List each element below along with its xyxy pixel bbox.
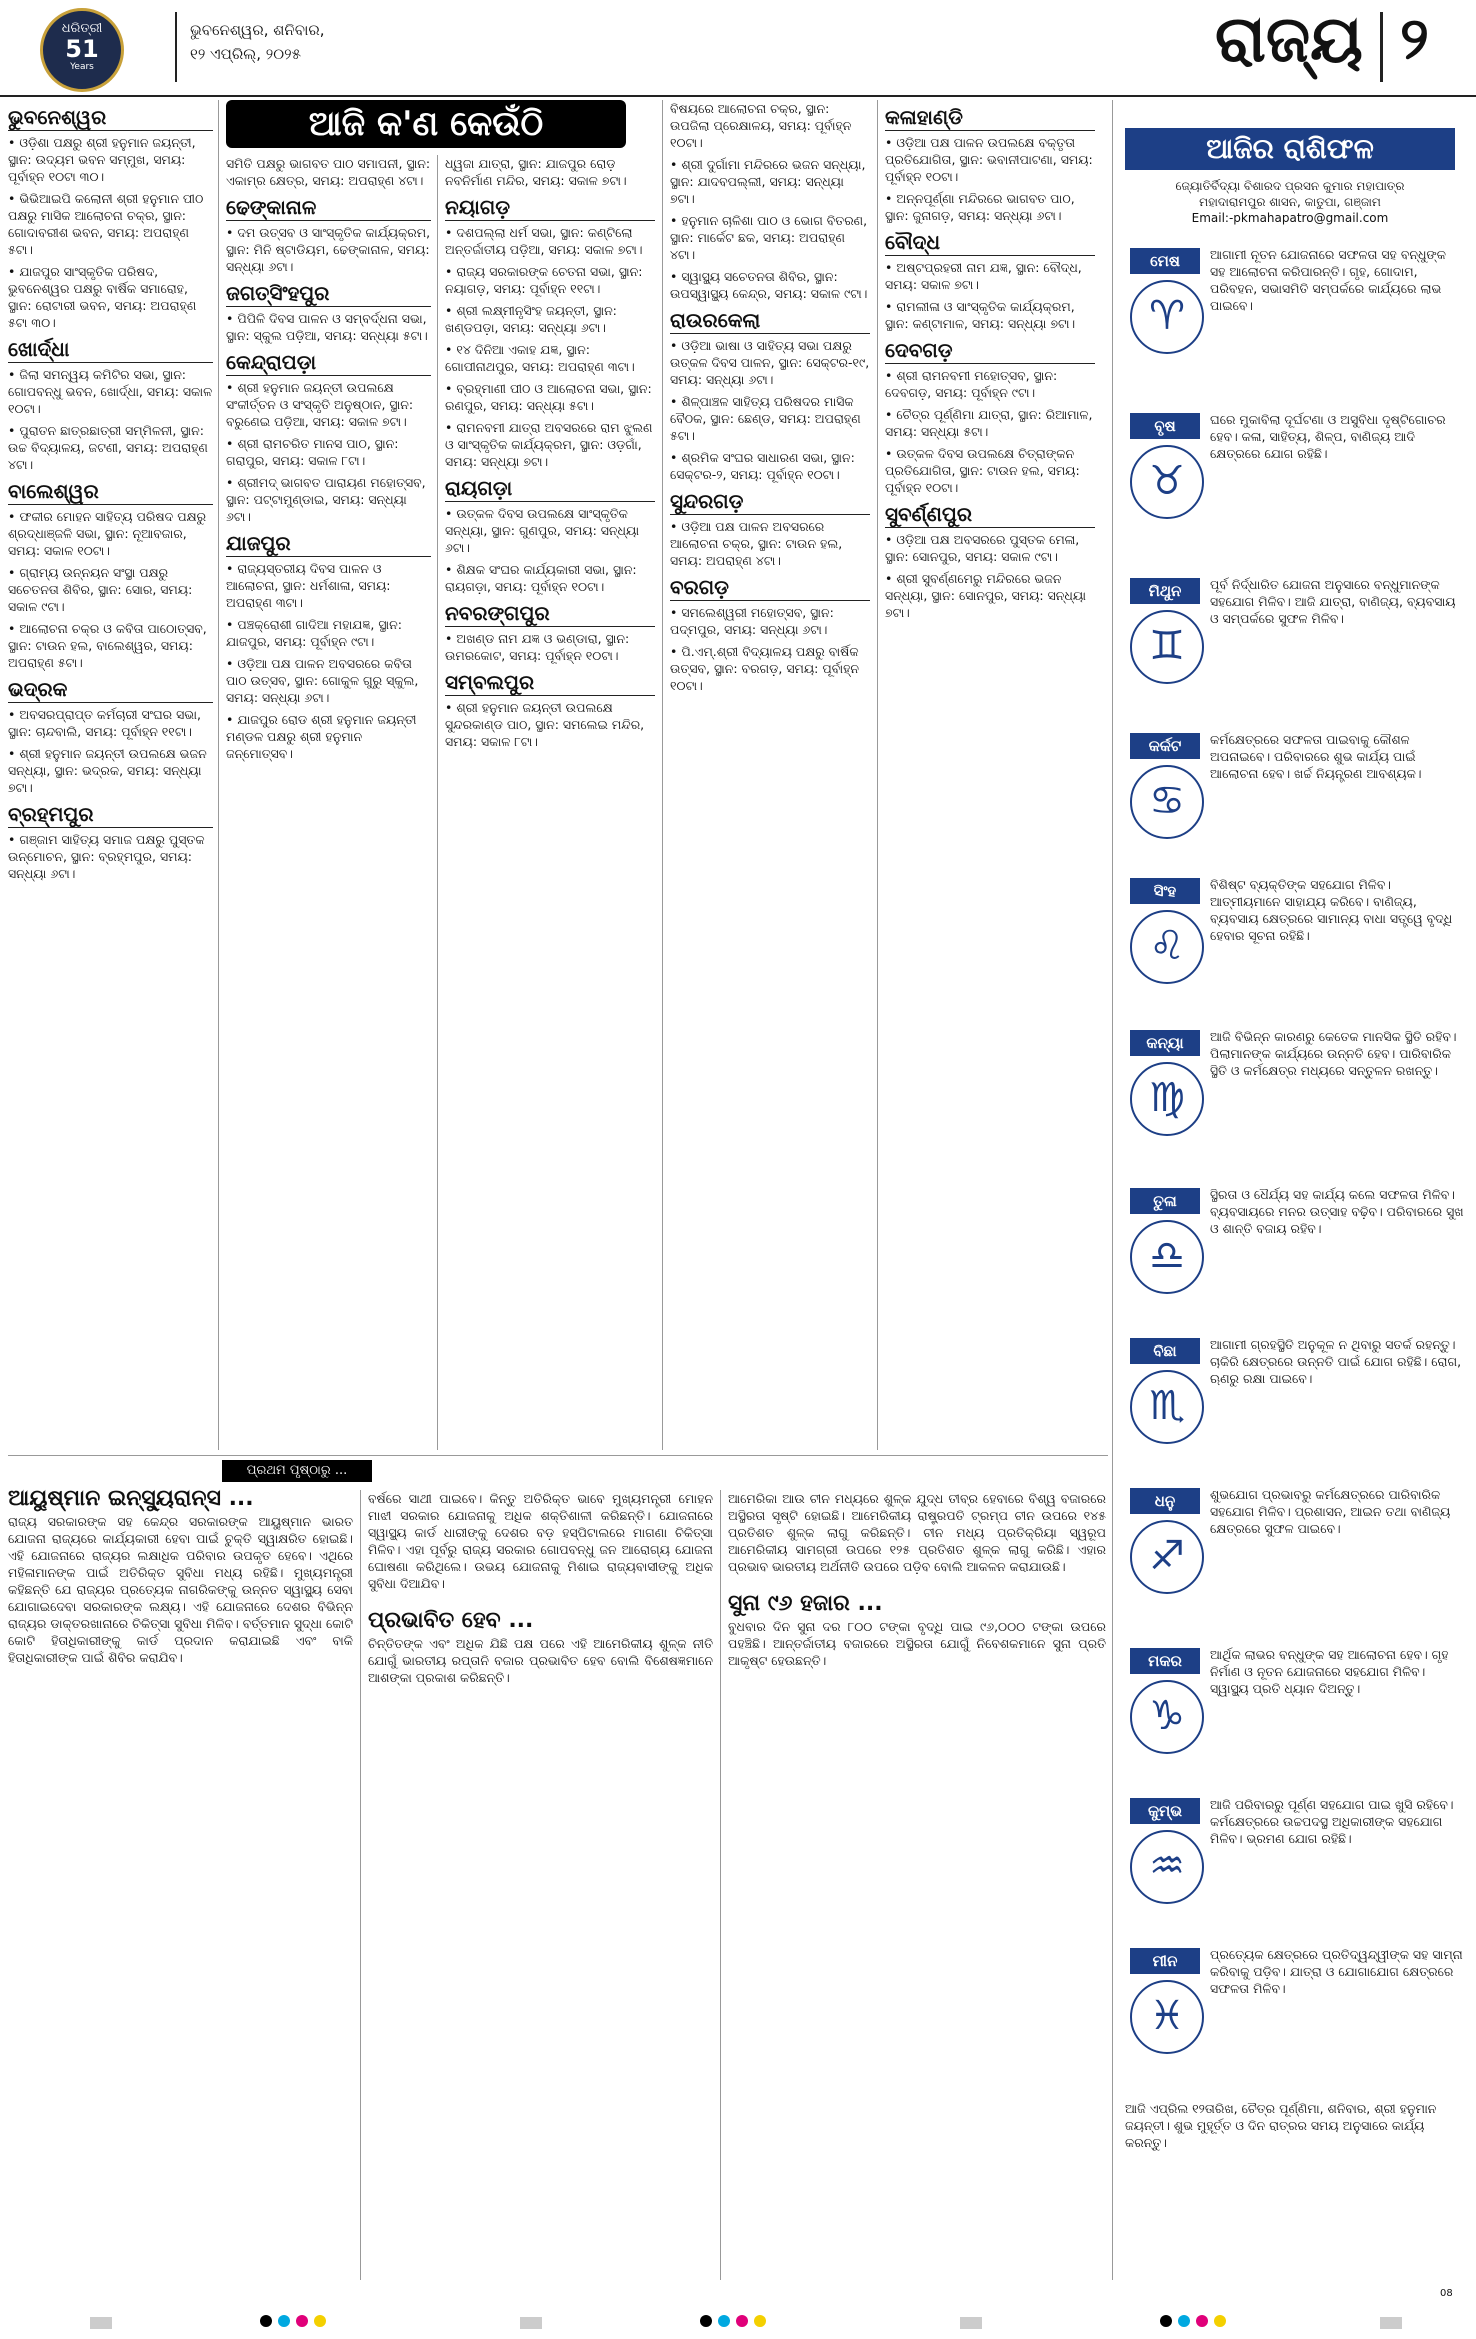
sign-text: ସ୍ଥିରତା ଓ ଧୈର୍ଯ୍ୟ ସହ କାର୍ଯ୍ୟ କଲେ ସଫଳତା ମିଳିବ। ବ୍ୟବସାୟରେ ମନର ଉତ୍ସାହ ବଢ଼ିବ। ପରିବାରରେ ସୁଖ ଓ ଶାନ୍ତି ବଜାୟ ରହିବ। <box>1210 1187 1464 1236</box>
district-heading: ଯାଜପୁର <box>226 530 431 557</box>
dateline-date: ୧୨ ଏପ୍ରିଲ୍‌, ୨୦୨୫ <box>190 45 301 63</box>
horoscope-sign <box>1125 570 1467 720</box>
astrologer-address: ମହାଦାରାମପୁର ଶାସନ, କାତୁପା, ଗଞ୍ଜାମ <box>1199 195 1381 209</box>
column-rule <box>1112 100 1113 2280</box>
event-item: • ରାଜ୍ୟ ସରକାରଙ୍କ ଚେତନା ସଭା, ସ୍ଥାନ: ନୟାଗଡ଼, ସମୟ: ପୂର୍ବାହ୍ନ ୧୧ଟା। <box>445 264 643 296</box>
event-item: • ଫକୀର ମୋହନ ସାହିତ୍ୟ ପରିଷଦ ପକ୍ଷରୁ ଶ୍ରଦ୍ଧାଞ୍ଜଳି ସଭା, ସ୍ଥାନ: ନୂଆବଜାର, ସମୟ: ସକାଳ ୧୦ଟା। <box>8 509 207 558</box>
registration-dot <box>700 2315 712 2327</box>
district-heading: ନବରଙ୍ଗପୁର <box>445 600 655 627</box>
district-heading: ବୌଦ୍ଧ <box>885 229 1095 256</box>
event-item: • ଉତ୍କଳ ଦିବସ ଉପଲକ୍ଷେ ଚିତ୍ରାଙ୍କନ ପ୍ରତିଯୋଗିତା, ସ୍ଥାନ: ଟାଉନ ହଲ, ସମୟ: ପୂର୍ବାହ୍ନ ୧୦ଟା। <box>885 446 1080 495</box>
sign-text: ପୂର୍ବ ନିର୍ଦ୍ଧାରିତ ଯୋଜନା ଅନୁସାରେ ବନ୍ଧୁମାନଙ୍କ ସହଯୋଗ ମିଳିବ। ଆଜି ଯାତ୍ରା, ବାଣିଜ୍ୟ, ବ୍ୟବସାୟ ଓ ସମ୍ପର୍କରେ ସୁଫଳ ମିଳିବ। <box>1210 577 1456 626</box>
registration-dot <box>314 2315 326 2327</box>
aquarius-icon: ♒ <box>1130 1830 1204 1904</box>
story-body: ଆମେରିକା ଆଉ ଚୀନ ମଧ୍ୟରେ ଶୁଳ୍କ ଯୁଦ୍ଧ ତୀବ୍ର ହେବାରେ ବିଶ୍ୱ ବଜାରରେ ଅସ୍ଥିରତା ସୃଷ୍ଟି ହୋଇଛି। ଆମେରିକୀୟ ରାଷ୍ଟ୍ରପତି ଟ୍ରମ୍ପ ଚୀନ ଉପରେ ୧୪୫ ପ୍ରତିଶତ ଶୁଳ୍କ ଲାଗୁ କରିଛନ୍ତି। ଚୀନ ମଧ୍ୟ ପ୍ରତିକ୍ରିୟା ସ୍ୱରୂପ ଆମେରିକୀୟ ସାମଗ୍ରୀ ଉପରେ ୧୨୫ ପ୍ରତିଶତ ଶୁଳ୍କ ଲାଗୁ କରିଛି। ଏହାର ପ୍ରଭାବ ଭାରତୀୟ ଅର୍ଥନୀତି ଉପରେ ପଡ଼ିବ ବୋଲି ଆକଳନ କରାଯାଉଛି। <box>728 1491 1106 1574</box>
district-heading: ଭୁବନେଶ୍ୱର <box>8 104 213 131</box>
column-rule <box>877 100 878 1450</box>
registration-dot <box>1196 2315 1208 2327</box>
events-column-5 <box>885 100 1095 626</box>
pisces-icon: ♓ <box>1130 1980 1204 2054</box>
event-item: • ଓଡ଼ିଆ ପକ୍ଷ ପାଳନ ଉପଲକ୍ଷେ ବକ୍ତୃତା ପ୍ରତିଯୋଗିତା, ସ୍ଥାନ: ଭବାନୀପାଟଣା, ସମୟ: ପୂର୍ବାହ୍ନ ୧୦ଟା। <box>885 135 1093 184</box>
sign-label: ଧନୁ <box>1130 1488 1200 1514</box>
sign-text: ଆଜି ବିଭିନ୍ନ କାରଣରୁ କେତେକ ମାନସିକ ସ୍ଥିତି ରହିବ। ପିଲାମାନଙ୍କ କାର୍ଯ୍ୟରେ ଉନ୍ନତି ହେବ। ପାରିବାରିକ ସ୍ଥିତି ଓ କର୍ମକ୍ଷେତ୍ର ମଧ୍ୟରେ ସନ୍ତୁଳନ ରଖନ୍ତୁ। <box>1210 1029 1457 1078</box>
sign-text: ଆଗାମୀ ଗ୍ରହସ୍ଥିତି ଅନୁକୂଳ ନ ଥିବାରୁ ସତର୍କ ରହନ୍ତୁ। ଚାକିରି କ୍ଷେତ୍ରରେ ଉନ୍ନତି ପାଇଁ ଯୋଗ ରହିଛି। ରୋଗ, ଋଣରୁ ରକ୍ଷା ପାଇବେ। <box>1210 1337 1462 1386</box>
column-rule <box>662 100 663 1450</box>
event-item: • ରାମଲୀଳା ଓ ସାଂସ୍କୃତିକ କାର୍ଯ୍ୟକ୍ରମ, ସ୍ଥାନ: କଣ୍ଟାମାଳ, ସମୟ: ସନ୍ଧ୍ୟା ୭ଟା। <box>885 299 1076 331</box>
registration-dot <box>278 2315 290 2327</box>
event-item: • ଓଡ଼ିଆ ଭାଷା ଓ ସାହିତ୍ୟ ସଭା ପକ୍ଷରୁ ଉତ୍କଳ ଦିବସ ପାଳନ, ସ୍ଥାନ: ସେକ୍ଟର-୧୯, ସମୟ: ସନ୍ଧ୍ୟା ୬ଟା। <box>670 338 870 387</box>
panchanga-note: ଆଜି ଏପ୍ରିଲ ୧୨ତାରିଖ, ଚୈତ୍ର ପୂର୍ଣ୍ଣିମା, ଶନିବାର, ଶ୍ରୀ ହନୁମାନ ଜୟନ୍ତୀ। ଶୁଭ ମୁହୂର୍ତ୍ତ ଓ ଦିନ ରାତ୍ରର ସମୟ ଅନୁସାରେ କାର୍ଯ୍ୟ କରନ୍ତୁ। <box>1125 2101 1437 2150</box>
district-heading: ଜଗତ୍‌ସିଂହପୁର <box>226 280 431 307</box>
registration-bar <box>90 2317 112 2329</box>
horoscope-sign <box>1125 1790 1467 1940</box>
district-heading: ସମ୍ବଲପୁର <box>445 669 655 696</box>
page-number: ୨ <box>1400 4 1429 72</box>
event-item: ଧ୍ୱଜା ଯାତ୍ରା, ସ୍ଥାନ: ଯାଜପୁର ରୋଡ଼ ନବନିର୍ମାଣ ମନ୍ଦିର, ସମୟ: ସକାଳ ୭ଟା। <box>445 156 627 188</box>
event-item: • ପି.ଏମ୍‌.ଶ୍ରୀ ବିଦ୍ୟାଳୟ ପକ୍ଷରୁ ବାର୍ଷିକ ଉତ୍ସବ, ସ୍ଥାନ: ବରଗଡ଼, ସମୟ: ପୂର୍ବାହ୍ନ ୧୦ଟା। <box>670 644 859 693</box>
event-item: • ଓଡ଼ିଆ ପକ୍ଷ ପାଳନ ଅବସରରେ ଆଲୋଚନା ଚକ୍ର, ସ୍ଥାନ: ଟାଉନ ହଲ, ସମୟ: ଅପରାହ୍ଣ ୪ଟା। <box>670 519 843 568</box>
event-item: • ଶ୍ରୀ ଦୁର୍ଗାମା ମନ୍ଦିରରେ ଭଜନ ସନ୍ଧ୍ୟା, ସ୍ଥାନ: ଯାଦବପଲ୍ଲୀ, ସମୟ: ସନ୍ଧ୍ୟା ୭ଟା। <box>670 157 866 206</box>
events-column-4 <box>670 100 870 699</box>
district-heading: କଳାହାଣ୍ଡି <box>885 104 1095 131</box>
district-heading: କେନ୍ଦ୍ରାପଡ଼ା <box>226 349 431 376</box>
event-item: • ଶ୍ରୀ ରାମନବମୀ ମହୋତ୍ସବ, ସ୍ଥାନ: ଦେବଗଡ଼, ସମୟ: ପୂର୍ବାହ୍ନ ୯ଟା। <box>885 368 1058 400</box>
section-divider <box>1380 12 1383 82</box>
events-column-3 <box>445 155 655 755</box>
dateline <box>190 18 390 66</box>
column-rule <box>360 1490 361 2280</box>
event-item: • ପଞ୍ଚକ୍ରୋଶୀ ଗାଦିଆ ମହାଯଜ୍ଞ, ସ୍ଥାନ: ଯାଜପୁର, ସମୟ: ପୂର୍ବାହ୍ନ ୯ଟା। <box>226 617 402 649</box>
event-item: • ୧୪ ଦିନିଆ ଏକାହ ଯଜ୍ଞ, ସ୍ଥାନ: ଗୋପୀନାଥପୁର, ସମୟ: ଅପରାହ୍ଣ ୩ଟା। <box>445 342 635 374</box>
sign-label: ମିଥୁନ <box>1130 578 1200 604</box>
horoscope-sign <box>1125 725 1467 875</box>
sign-text: ଆର୍ଥିକ ଲାଭର ବନ୍ଧୁଙ୍କ ସହ ଆଲୋଚନା ହେବ। ଗୃହ ନିର୍ମାଣ ଓ ନୂତନ ଯୋଜନାରେ ସହଯୋଗ ମିଳିବ। ସ୍ୱାସ୍ଥ୍ୟ ପ୍ରତି ଧ୍ୟାନ ଦିଅନ୍ତୁ। <box>1210 1647 1449 1696</box>
horoscope-sign <box>1125 1022 1467 1172</box>
story-headline: ସୁନା ୯୬ ହଜାର ... <box>728 1591 883 1616</box>
horoscope-sign <box>1125 1940 1467 2090</box>
story-ayushman <box>8 1486 353 1671</box>
event-item: • ଦଶପଲ୍ଲା ଧର୍ମ ସଭା, ସ୍ଥାନ: କଣ୍ଟିଲୋ ଅନ୍ତର୍ଜାତୀୟ ପଡ଼ିଆ, ସମୟ: ସକାଳ ୭ଟା। <box>445 225 643 257</box>
sign-label: ବୃଷ <box>1130 413 1200 439</box>
story-tariff <box>728 1490 1106 1674</box>
district-heading: ନୟାଗଡ଼ <box>445 194 655 221</box>
event-item: • ଅନ୍ନପୂର୍ଣ୍ଣା ମନ୍ଦିରରେ ଭାଗବତ ପାଠ, ସ୍ଥାନ: ଜୁନାଗଡ଼, ସମୟ: ସନ୍ଧ୍ୟା ୬ଟା। <box>885 191 1075 223</box>
horoscope-sign <box>1125 1640 1467 1790</box>
capricorn-icon: ♑ <box>1130 1680 1204 1754</box>
horoscope-sign <box>1125 870 1467 1020</box>
leo-icon: ♌ <box>1130 910 1204 984</box>
event-item: • ଉତ୍କଳ ଦିବସ ଉପଲକ୍ଷେ ସାଂସ୍କୃତିକ ସନ୍ଧ୍ୟା, ସ୍ଥାନ: ଗୁଣପୁର, ସମୟ: ସନ୍ଧ୍ୟା ୬ଟା। <box>445 506 640 555</box>
sign-label: କର୍କଟ <box>1130 733 1200 759</box>
event-item: • ଶ୍ରୀ ସୁବର୍ଣ୍ଣମେରୁ ମନ୍ଦିରରେ ଭଜନ ସନ୍ଧ୍ୟା, ସ୍ଥାନ: ସୋନପୁର, ସମୟ: ସନ୍ଧ୍ୟା ୭ଟା। <box>885 571 1086 620</box>
virgo-icon: ♍ <box>1130 1062 1204 1136</box>
district-heading: ସୁନ୍ଦରଗଡ଼ <box>670 488 870 515</box>
event-item: ବିଷୟରେ ଆଲୋଚନା ଚକ୍ର, ସ୍ଥାନ: ଉପଜିଲା ପ୍ରେକ୍ଷାଳୟ, ସମୟ: ପୂର୍ବାହ୍ନ ୧୦ଟା। <box>670 101 852 150</box>
sign-label: କନ୍ୟା <box>1130 1030 1200 1056</box>
column-rule <box>720 1490 721 2280</box>
event-item: • ଓଡ଼ିଶା ପକ୍ଷରୁ ଶ୍ରୀ ହନୁମାନ ଜୟନ୍ତୀ, ସ୍ଥାନ: ଉଦ୍ୟମ ଭବନ ସମ୍ମୁଖ, ସମୟ: ପୂର୍ବାହ୍ନ ୧୦ଟା ୩୦। <box>8 135 196 184</box>
horoscope-sign <box>1125 1330 1467 1480</box>
footer-page-number: 08 <box>1440 2288 1453 2299</box>
event-item: • ଶ୍ରୀମଦ୍ ଭାଗବତ ପାରାୟଣ ମହୋତ୍ସବ, ସ୍ଥାନ: ପଟ୍ଟାମୁଣ୍ଡାଇ, ସମୟ: ସନ୍ଧ୍ୟା ୬ଟା। <box>226 475 426 524</box>
event-item: • ଅବସରପ୍ରାପ୍ତ କର୍ମଚାରୀ ସଂଘର ସଭା, ସ୍ଥାନ: ଚାନ୍ଦବାଲି, ସମୟ: ପୂର୍ବାହ୍ନ ୧୧ଟା। <box>8 707 201 739</box>
event-item: • ଅଖଣ୍ଡ ନାମ ଯଜ୍ଞ ଓ ଭଣ୍ଡାରା, ସ୍ଥାନ: ଉମରକୋଟ, ସମୟ: ପୂର୍ବାହ୍ନ ୧୦ଟା। <box>445 631 630 663</box>
event-item: • ଭିଭିଆଇପି କଲୋନୀ ଶ୍ରୀ ହନୁମାନ ପୀଠ ପକ୍ଷରୁ ମାସିକ ଆଲୋଚନା ଚକ୍ର, ସ୍ଥାନ: ଗୋଦାବରୀଶ ଭବନ, ସମୟ: ଅପରାହ୍ଣ ୫ଟା। <box>8 191 204 257</box>
continued-label: ପ୍ରଥମ ପୃଷ୍ଠାରୁ ... <box>222 1460 372 1482</box>
registration-dot <box>1214 2315 1226 2327</box>
story-body: ବର୍ଷରେ ସାଥୀ ପାଇବେ। କିନ୍ତୁ ଅତିରିକ୍ତ ଭାବେ ମୁଖ୍ୟମନ୍ତ୍ରୀ ମୋହନ ମାଝୀ ସରକାର ଯୋଜନାକୁ ଅଧିକ ଶକ୍ତିଶାଳୀ କରିଛନ୍ତି। ଯୋଜନାରେ ସ୍ୱାସ୍ଥ୍ୟ କାର୍ଡ ଧାରୀଙ୍କୁ ଦେଶର ବଡ଼ ହସ୍ପିଟାଲରେ ମାଗଣା ଚିକିତ୍ସା ମିଳିବ। ଏହା ପୂର୍ବରୁ ରାଜ୍ୟ ସରକାର ଗୋପବନ୍ଧୁ ଜନ ଆରୋଗ୍ୟ ଯୋଜନା ଘୋଷଣା କରିଥିଲେ। ଉଭୟ ଯୋଜନାକୁ ମିଶାଇ ରାଜ୍ୟବାସୀଙ୍କୁ ଅଧିକ ସୁବିଧା ଦିଆଯିବ। <box>368 1491 713 1591</box>
logo-name: ଧରିତ୍ରୀ <box>61 21 103 36</box>
event-item: • ସ୍ୱାସ୍ଥ୍ୟ ସଚେତନତା ଶିବିର, ସ୍ଥାନ: ଉପସ୍ୱାସ୍ଥ୍ୟ କେନ୍ଦ୍ର, ସମୟ: ସକାଳ ୯ଟା। <box>670 269 868 301</box>
horoscope-title: ଆଜିର ରାଶିଫଳ <box>1125 128 1455 170</box>
cancer-icon: ♋ <box>1130 765 1204 839</box>
sign-label: ସିଂହ <box>1130 878 1200 904</box>
event-item: • ରାଜ୍ୟସ୍ତରୀୟ ଦିବସ ପାଳନ ଓ ଆଲୋଚନା, ସ୍ଥାନ: ଧର୍ମଶାଳା, ସମୟ: ଅପରାହ୍ଣ ୩ଟା। <box>226 561 391 610</box>
registration-dot <box>260 2315 272 2327</box>
event-item: • ପୁରାତନ ଛାତ୍ରଛାତ୍ରୀ ସମ୍ମିଳନୀ, ସ୍ଥାନ: ଉଚ୍ଚ ବିଦ୍ୟାଳୟ, ଜଟଣୀ, ସମୟ: ଅପରାହ୍ଣ ୪ଟା। <box>8 423 208 472</box>
story-headline: ପ୍ରଭାବିତ ହେବ ... <box>368 1608 534 1633</box>
registration-dot <box>1178 2315 1190 2327</box>
horoscope-sign <box>1125 405 1467 555</box>
section-rule <box>8 1455 1108 1456</box>
event-item: • ଶିଳ୍ପାଞ୍ଚଳ ସାହିତ୍ୟ ପରିଷଦର ମାସିକ ବୈଠକ, ସ୍ଥାନ: ଛେଣ୍ଡ, ସମୟ: ଅପରାହ୍ଣ ୫ଟା। <box>670 394 861 443</box>
event-item: • ଗଞ୍ଜାମ ସାହିତ୍ୟ ସମାଜ ପକ୍ଷରୁ ପୁସ୍ତକ ଉନ୍ମୋଚନ, ସ୍ଥାନ: ବ୍ରହ୍ମପୁର, ସମୟ: ସନ୍ଧ୍ୟା ୬ଟା। <box>8 832 205 881</box>
event-item: • ଦମ ଉତ୍ସବ ଓ ସାଂସ୍କୃତିକ କାର୍ଯ୍ୟକ୍ରମ, ସ୍ଥାନ: ମିନି ଷ୍ଟାଡିୟମ, ଢେଙ୍କାନାଳ, ସମୟ: ସନ୍ଧ୍ୟା ୬ଟା। <box>226 225 431 274</box>
story-headline: ଆୟୁଷ୍ମାନ ଇନ୍ସ୍ୟୁରାନ୍ସ ... <box>8 1486 254 1511</box>
column-rule <box>437 155 438 1450</box>
event-item: • ଚୈତ୍ର ପୂର୍ଣ୍ଣିମା ଯାତ୍ରା, ସ୍ଥାନ: ରିଆମାଳ, ସମୟ: ସନ୍ଧ୍ୟା ୫ଟା। <box>885 407 1093 439</box>
event-item: • ଶ୍ରମିକ ସଂଘର ସାଧାରଣ ସଭା, ସ୍ଥାନ: ସେକ୍ଟର-୨, ସମୟ: ପୂର୍ବାହ୍ନ ୧୦ଟା। <box>670 450 855 482</box>
story-body: ବୁଧବାର ଦିନ ସୁନା ଦର ୮୦୦ ଟଙ୍କା ବୃଦ୍ଧି ପାଇ ୯୬,୦୦୦ ଟଙ୍କା ଉପରେ ପହଞ୍ଚିଛି। ଆନ୍ତର୍ଜାତୀୟ ବଜାରରେ ଅସ୍ଥିରତା ଯୋଗୁଁ ନିବେଶକମାନେ ସୁନା ପ୍ରତି ଆକୃଷ୍ଟ ହେଉଛନ୍ତି। <box>728 1619 1106 1668</box>
event-item: • ଶ୍ରୀ ହନୁମାନ ଜୟନ୍ତୀ ଉପଲକ୍ଷେ ସୁନ୍ଦରକାଣ୍ଡ ପାଠ, ସ୍ଥାନ: ସମଲେଇ ମନ୍ଦିର, ସମୟ: ସକାଳ ୮ଟା। <box>445 700 645 749</box>
story-continued <box>368 1490 713 1691</box>
registration-dot <box>718 2315 730 2327</box>
section-title: ରାଜ୍ୟ <box>1215 2 1363 77</box>
sign-text: ପ୍ରତ୍ୟେକ କ୍ଷେତ୍ରରେ ପ୍ରତିଦ୍ୱନ୍ଦ୍ୱୀଙ୍କ ସହ ସାମ୍ନା କରିବାକୁ ପଡ଼ିବ। ଯାତ୍ରା ଓ ଯୋଗାଯୋଗ କ୍ଷେତ୍ରରେ ସଫଳତା ମିଳିବ। <box>1210 1947 1463 1996</box>
event-item: • ବ୍ରହ୍ମାଣୀ ପୀଠ ଓ ଆଲୋଚନା ସଭା, ସ୍ଥାନ: ରଣପୁର, ସମୟ: ସନ୍ଧ୍ୟା ୫ଟା। <box>445 381 652 413</box>
gemini-icon: ♊ <box>1130 610 1204 684</box>
district-heading: ବରଗଡ଼ <box>670 574 870 601</box>
sagittarius-icon: ♐ <box>1130 1520 1204 1594</box>
event-item: • ଆଲୋଚନା ଚକ୍ର ଓ କବିତା ପାଠୋତ୍ସବ, ସ୍ଥାନ: ଟାଉନ ହଲ, ବାଲେଶ୍ୱର, ସମୟ: ଅପରାହ୍ଣ ୫ଟା। <box>8 621 207 670</box>
event-item: • ଯାଜପୁର ରୋଡ ଶ୍ରୀ ହନୁମାନ ଜୟନ୍ତୀ ମଣ୍ଡଳ ପକ୍ଷରୁ ଶ୍ରୀ ହନୁମାନ ଜନ୍ମୋତ୍ସବ। <box>226 712 417 761</box>
district-heading: ଖୋର୍ଦ୍ଧା <box>8 336 213 363</box>
events-column-2 <box>226 155 431 767</box>
registration-bar <box>960 2317 982 2329</box>
district-heading: ସୁବର୍ଣ୍ଣପୁର <box>885 501 1095 528</box>
astrologer-email: Email:-pkmahapatro@gmail.com <box>1191 211 1389 225</box>
registration-bar <box>520 2317 542 2329</box>
district-heading: ଭଦ୍ରକ <box>8 676 213 703</box>
event-item: • ହନୁମାନ ଚାଳିଶା ପାଠ ଓ ଭୋଗ ବିତରଣ, ସ୍ଥାନ: ମାର୍କେଟ ଛକ, ସମୟ: ଅପରାହ୍ଣ ୪ଟା। <box>670 213 868 262</box>
event-item: • ଶ୍ରୀ ହନୁମାନ ଜୟନ୍ତୀ ଉପଲକ୍ଷେ ସଂକୀର୍ତ୍ତନ ଓ ସଂସ୍କୃତି ଅନୁଷ୍ଠାନ, ସ୍ଥାନ: ବରୁଣେଇ ପଡ଼ିଆ, ସମୟ: ସକାଳ ୭ଟା। <box>226 380 414 429</box>
header-divider <box>175 12 177 82</box>
sign-text: ଆଜି ପରିବାରରୁ ପୂର୍ଣ୍ଣ ସହଯୋଗ ପାଇ ଖୁସି ରହିବେ। କର୍ମକ୍ଷେତ୍ରରେ ଉଚ୍ଚପଦସ୍ଥ ଅଧିକାରୀଙ୍କ ସହଯୋଗ ମିଳିବ। ଭ୍ରମଣ ଯୋଗ ରହିଛି। <box>1210 1797 1454 1846</box>
libra-icon: ♎ <box>1130 1220 1204 1294</box>
logo-years-label: Years <box>70 62 94 72</box>
event-item: • ରାମନବମୀ ଯାତ୍ରା ଅବସରରେ ରାମ ଝୁଲଣ ଓ ସାଂସ୍କୃତିକ କାର୍ଯ୍ୟକ୍ରମ, ସ୍ଥାନ: ଓଡ଼ଗାଁ, ସମୟ: ସନ୍ଧ୍ୟା ୭ଟା। <box>445 420 653 469</box>
event-item: • ଶ୍ରୀ ଲକ୍ଷ୍ମୀନୃସିଂହ ଜୟନ୍ତୀ, ସ୍ଥାନ: ଖଣ୍ଡପଡ଼ା, ସମୟ: ସନ୍ଧ୍ୟା ୬ଟା। <box>445 303 617 335</box>
sign-text: ଆଗାମୀ ନୂତନ ଯୋଜନାରେ ସଫଳତା ସହ ବନ୍ଧୁଙ୍କ ସହ ଆଲୋଚନା କରିପାରନ୍ତି। ଗୃହ, ଗୋଦାମ, ପରିବହନ, ସଭାସମିତି ସମ୍ପର୍କରେ କାର୍ଯ୍ୟରେ ଲାଭ ପାଇବେ। <box>1210 247 1447 313</box>
events-column-1 <box>8 100 213 887</box>
event-item: • ଗ୍ରାମ୍ୟ ଉନ୍ନୟନ ସଂସ୍ଥା ପକ୍ଷରୁ ସଚେତନତା ଶିବିର, ସ୍ଥାନ: ସୋର, ସମୟ: ସକାଳ ୯ଟା। <box>8 565 193 614</box>
event-item: • ଓଡ଼ିଆ ପକ୍ଷ ପାଳନ ଅବସରରେ କବିତା ପାଠ ଉତ୍ସବ, ସ୍ଥାନ: ଗୋକୁଳ ଗୁରୁ ସ୍କୁଲ, ସମୟ: ସନ୍ଧ୍ୟା ୬ଟା। <box>226 656 419 705</box>
taurus-icon: ♉ <box>1130 445 1204 519</box>
registration-bar <box>1380 2317 1402 2329</box>
story-body: ଚିନ୍ତିତଙ୍କ ଏବଂ ଅଧିକ ଯିଛି ପକ୍ଷ ପରେ ଏହି ଆମେରିକୀୟ ଶୁଳ୍କ ନୀତି ଯୋଗୁଁ ଭାରତୀୟ ରପ୍ତାନି ବଜାର ପ୍ରଭାବିତ ହେବ ବୋଲି ବିଶେଷଜ୍ଞମାନେ ଆଶଙ୍କା ପ୍ରକାଶ କରିଛନ୍ତି। <box>368 1636 713 1685</box>
column-rule <box>218 100 219 1450</box>
district-heading: ରାଉରକେଲା <box>670 307 870 334</box>
registration-dot <box>754 2315 766 2327</box>
district-heading: ଦେବଗଡ଼ <box>885 337 1095 364</box>
dateline-place: ଭୁବନେଶ୍ୱର, ଶନିବାର, <box>190 21 325 39</box>
page-header <box>0 0 1476 97</box>
event-item: • ସମଲେଶ୍ୱରୀ ମହୋତ୍ସବ, ସ୍ଥାନ: ପଦ୍ମପୁର, ସମୟ: ସନ୍ଧ୍ୟା ୬ଟା। <box>670 605 834 637</box>
event-item: • ଯାଜପୁର ସାଂସ୍କୃତିକ ପରିଷଦ, ଭୁବନେଶ୍ୱର ପକ୍ଷରୁ ବାର୍ଷିକ ସମାରୋହ, ସ୍ଥାନ: ରୋଟାରୀ ଭବନ, ସମୟ: ଅପରାହ୍ଣ ୫ଟା ୩୦। <box>8 264 197 330</box>
event-item: • ଅଷ୍ଟପ୍ରହରୀ ନାମ ଯଜ୍ଞ, ସ୍ଥାନ: ବୌଦ୍ଧ, ସମୟ: ସକାଳ ୭ଟା। <box>885 260 1082 292</box>
sign-text: ଶୁଭଯୋଗ ପ୍ରଭାବରୁ କର୍ମକ୍ଷେତ୍ରରେ ପାରିବାରିକ ସହଯୋଗ ମିଳିବ। ପ୍ରଶାସନ, ଆଇନ ତଥା ବାଣିଜ୍ୟ କ୍ଷେତ୍ରରେ ସୁଫଳ ପାଇବେ। <box>1210 1487 1451 1536</box>
sign-text: ବିଶିଷ୍ଟ ବ୍ୟକ୍ତିଙ୍କ ସହଯୋଗ ମିଳିବ। ଆତ୍ମୀୟମାନେ ସାହାଯ୍ୟ କରିବେ। ବାଣିଜ୍ୟ, ବ୍ୟବସାୟ କ୍ଷେତ୍ରରେ ସାମାନ୍ୟ ବାଧା ସତ୍ତ୍ୱେ ବୃଦ୍ଧି ହେବାର ସୂଚନା ରହିଛି। <box>1210 877 1453 943</box>
sign-label: କୁମ୍ଭ <box>1130 1798 1200 1824</box>
district-heading: ଢେଙ୍କାନାଳ <box>226 194 431 221</box>
sign-label: ମକର <box>1130 1648 1200 1674</box>
sign-label: ମୀନ <box>1130 1948 1200 1974</box>
story-body: ରାଜ୍ୟ ସରକାରଙ୍କ ସହ କେନ୍ଦ୍ର ସରକାରଙ୍କ ଆୟୁଷ୍ମାନ ଭାରତ ଯୋଜନା ରାଜ୍ୟରେ କାର୍ଯ୍ୟକାରୀ ହେବା ପାଇଁ ଚୁକ୍ତି ସ୍ୱାକ୍ଷରିତ ହୋଇଛି। ଏହି ଯୋଜନାରେ ରାଜ୍ୟର ଲକ୍ଷାଧିକ ପରିବାର ଉପକୃତ ହେବେ। ଏଥିରେ ମହିଳାମାନଙ୍କ ପାଇଁ ଅତିରିକ୍ତ ସୁବିଧା ମଧ୍ୟ ରହିଛି। ମୁଖ୍ୟମନ୍ତ୍ରୀ କହିଛନ୍ତି ଯେ ରାଜ୍ୟର ପ୍ରତ୍ୟେକ ନାଗରିକଙ୍କୁ ଉନ୍ନତ ସ୍ୱାସ୍ଥ୍ୟ ସେବା ଯୋଗାଇଦେବା ସରକାରଙ୍କ ଲକ୍ଷ୍ୟ। ଏହି ଯୋଜନାରେ ଦେଶର ବିଭିନ୍ନ ରାଜ୍ୟର ଡାକ୍ତରଖାନାରେ ଚିକିତ୍ସା ସୁବିଧା ମିଳିବ। ବର୍ତ୍ତମାନ ସୁଦ୍ଧା କୋଟି କୋଟି ହିତାଧିକାରୀଙ୍କୁ କାର୍ଡ ପ୍ରଦାନ କରାଯାଇଛି ଏବଂ ବାକି ହିତାଧିକାରୀଙ୍କ ପାଇଁ ଶିବିର କରାଯିବ। <box>8 1514 353 1665</box>
event-item: ସମିତି ପକ୍ଷରୁ ଭାଗବତ ପାଠ ସମାପନୀ, ସ୍ଥାନ: ଏକାମ୍ର କ୍ଷେତ୍ର, ସମୟ: ଅପରାହ୍ଣ ୪ଟା। <box>226 156 431 188</box>
event-item: • ଶ୍ରୀ ରାମଚରିତ ମାନସ ପାଠ, ସ୍ଥାନ: ଗରାପୁର, ସମୟ: ସକାଳ ୮ଟା। <box>226 436 399 468</box>
sign-text: ଘରେ ମୁକାବିଲା ଦୂର୍ଘଟଣା ଓ ଅସୁବିଧା ଦୃଷ୍ଟିଗୋଚର ହେବ। କଳା, ସାହିତ୍ୟ, ଶିଳ୍ପ, ବାଣିଜ୍ୟ ଆଦି କ୍ଷେତ୍ରରେ ଯୋଗ ରହିଛି। <box>1210 412 1446 461</box>
print-registration-strip <box>0 2305 1476 2339</box>
sign-label: ବିଛା <box>1130 1338 1200 1364</box>
sign-label: ତୁଳା <box>1130 1188 1200 1214</box>
district-heading: ବାଲେଶ୍ୱର <box>8 478 213 505</box>
scorpio-icon: ♏ <box>1130 1370 1204 1444</box>
horoscope-byline <box>1125 178 1455 226</box>
registration-dot <box>296 2315 308 2327</box>
sign-label: ମେଷ <box>1130 248 1200 274</box>
events-banner: ଆଜି କ'ଣ କେଉଁଠି <box>226 100 626 148</box>
district-heading: ବ୍ରହ୍ମପୁର <box>8 801 213 828</box>
registration-dot <box>1160 2315 1172 2327</box>
logo-years: 51 <box>65 35 99 63</box>
astrologer-name: ଜ୍ୟୋତିର୍ବିଦ୍ୟା ବିଶାରଦ ପ୍ରସନ କୁମାର ମହାପାତ୍ର <box>1175 179 1405 193</box>
event-item: • ଓଡ଼ିଆ ପକ୍ଷ ଅବସରରେ ପୁସ୍ତକ ମେଳା, ସ୍ଥାନ: ସୋନପୁର, ସମୟ: ସକାଳ ୯ଟା। <box>885 532 1080 564</box>
horoscope-sign <box>1125 1480 1467 1630</box>
event-item: • ଶିକ୍ଷକ ସଂଘର କାର୍ଯ୍ୟକାରୀ ସଭା, ସ୍ଥାନ: ରାୟଗଡ଼ା, ସମୟ: ପୂର୍ବାହ୍ନ ୧୦ଟା। <box>445 562 637 594</box>
horoscope-sign <box>1125 1180 1467 1330</box>
event-item: • ଜିଲା ସମନ୍ୱୟ କମିଟିର ସଭା, ସ୍ଥାନ: ଗୋପବନ୍ଧୁ ଭବନ, ଖୋର୍ଦ୍ଧା, ସମୟ: ସକାଳ ୧୦ଟା। <box>8 367 213 416</box>
sign-text: କର୍ମକ୍ଷେତ୍ରରେ ସଫଳତା ପାଇବାକୁ କୌଶଳ ଅପନାଇବେ। ପରିବାରରେ ଶୁଭ କାର୍ଯ୍ୟ ପାଇଁ ଆଲୋଚନା ହେବ। ଖର୍ଚ୍ଚ ନିୟନ୍ତ୍ରଣ ଆବଶ୍ୟକ। <box>1210 732 1422 781</box>
event-item: • ଶ୍ରୀ ହନୁମାନ ଜୟନ୍ତୀ ଉପଲକ୍ଷେ ଭଜନ ସନ୍ଧ୍ୟା, ସ୍ଥାନ: ଭଦ୍ରକ, ସମୟ: ସନ୍ଧ୍ୟା ୭ଟା। <box>8 746 207 795</box>
aries-icon: ♈ <box>1130 280 1204 354</box>
masthead-logo <box>40 8 124 92</box>
event-item: • ପିପିଳି ଦିବସ ପାଳନ ଓ ସମ୍ବର୍ଦ୍ଧନା ସଭା, ସ୍ଥାନ: ସ୍କୁଲ ପଡ଼ିଆ, ସମୟ: ସନ୍ଧ୍ୟା ୫ଟା। <box>226 311 428 343</box>
horoscope-sign <box>1125 240 1467 390</box>
district-heading: ରାୟଗଡ଼ା <box>445 475 655 502</box>
registration-dot <box>736 2315 748 2327</box>
